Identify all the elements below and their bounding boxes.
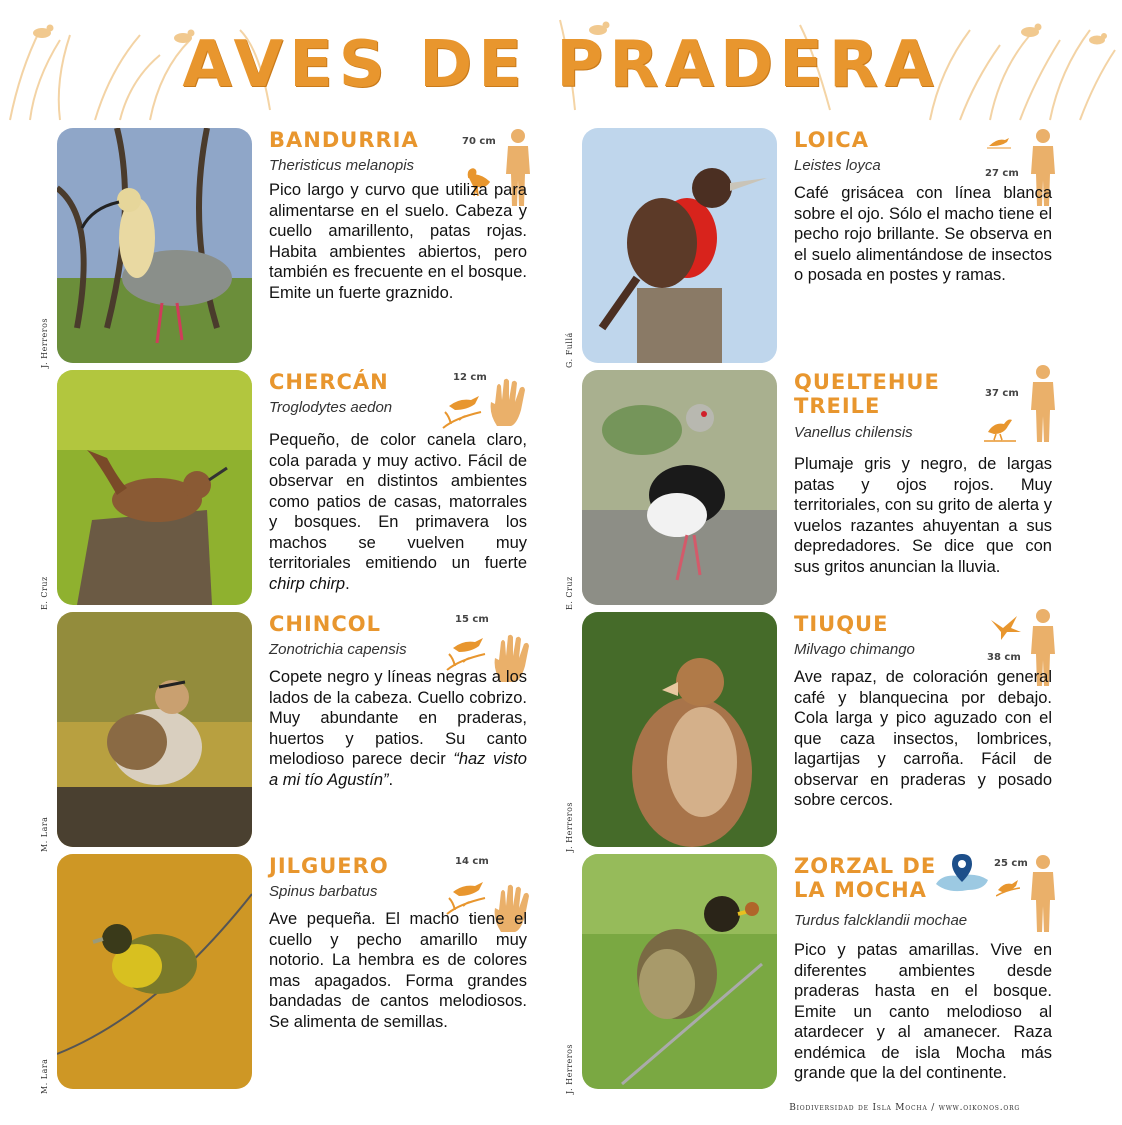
bird-card-loica: [565, 128, 1102, 368]
bird-photo-loica: [582, 128, 777, 363]
page-title: AVES DE PRADERA: [182, 28, 940, 102]
bird-scientific-name: Spinus barbatus: [269, 883, 378, 900]
size-label: 27 cm: [985, 168, 1019, 179]
bird-description: Café grisácea con línea blanca sobre el ojo. Sólo el macho tiene el pecho rojo brillante. Se observa en el suelo alimentándose de insectos o posada en postes y ramas.: [794, 184, 1052, 284]
bird-name: CHINCOL: [269, 612, 382, 636]
person-icon: [1027, 854, 1059, 934]
bird-photo-bandurria: [57, 128, 252, 363]
bird-name-line-1: ZORZAL DE: [794, 854, 937, 878]
footer-credit: Biodiversidad de Isla Mocha / www.oikonos.org: [789, 1103, 1020, 1113]
bird-card-chincol: [40, 612, 577, 852]
map-pin-icon: [932, 850, 992, 900]
bird-description: Pico largo y curvo que utiliza para alimentarse en el suelo. Cabeza y cuello amarillento, patas rojas. Habita ambientes abiertos, pero también es frecuente en el bosque. Emite un fuerte graznido.: [269, 181, 527, 302]
bird-scientific-name: Theristicus melanopis: [269, 157, 415, 174]
bird-photo-tiuque: [582, 612, 777, 847]
bird-description: Pequeño, de color canela claro, cola parada y muy activo. Fácil de observar en distintos ambientes como patios de casas, matorrales y bosques. En primavera los machos se vuelven muy territoriales emitiendo un fuerte chirp chirp.: [269, 431, 527, 593]
size-label: 70 cm: [462, 136, 496, 147]
size-label: 37 cm: [985, 388, 1019, 399]
size-label: 15 cm: [455, 614, 489, 625]
bird-description: Ave pequeña. El macho tiene el cuello y pecho amarillo muy notorio. La hembra es de colores mas apagados. Forma grandes bandadas de cantos melodiosos. Se alimenta de semillas.: [269, 910, 527, 1031]
photo-credit: E. Cruz: [565, 576, 574, 610]
bird-photo-jilguero: [57, 854, 252, 1089]
bird-description: Copete negro y líneas negras a los lados de la cabeza. Cuello cobrizo. Muy abundante en praderas, huertos y patios. Su canto melodioso parece decir “haz visto a mi tío Agustín”.: [269, 668, 527, 789]
person-icon: [1027, 364, 1059, 444]
bird-scientific-name: Leistes loyca: [794, 157, 881, 174]
bird-on-branch-icon: [441, 390, 485, 430]
photo-credit: J. Herreros: [565, 801, 574, 852]
photo-credit: G. Fullá: [565, 332, 574, 368]
photo-credit: J. Herreros: [565, 1043, 574, 1094]
bird-card-jilguero: [40, 854, 577, 1094]
bird-scientific-name: Turdus falcklandii mochae: [794, 912, 968, 929]
bird-card-bandurria: [40, 128, 577, 368]
size-label: 12 cm: [453, 372, 487, 383]
bird-scientific-name: Vanellus chilensis: [794, 424, 913, 441]
bird-name-line-1: QUELTEHUE: [794, 370, 940, 394]
lapwing-silhouette-icon: [982, 414, 1018, 442]
bird-scientific-name: Milvago chimango: [794, 641, 915, 658]
bird-photo-chincol: [57, 612, 252, 847]
bird-photo-queltehue: [582, 370, 777, 605]
bird-photo-zorzal: [582, 854, 777, 1089]
bird-silhouette-icon: [987, 134, 1011, 150]
bird-card-queltehue: [565, 370, 1102, 610]
bird-card-tiuque: [565, 612, 1102, 852]
thrush-silhouette-icon: [996, 876, 1020, 898]
photo-credit: J. Herreros: [40, 317, 49, 368]
bird-card-zorzal: [565, 854, 1102, 1094]
photo-credit: M. Lara: [40, 1058, 49, 1094]
bird-description: Pico y patas amarillas. Vive en diferentes ambientes desde praderas hasta en el bosque. Emite un canto melodioso al atardecer y al amanecer. Raza endémica de isla Mocha más grande que la del continente.: [794, 941, 1052, 1082]
size-label: 38 cm: [987, 652, 1021, 663]
bird-photo-chercan: [57, 370, 252, 605]
bird-scientific-name: Zonotrichia capensis: [269, 641, 407, 658]
photo-credit: M. Lara: [40, 816, 49, 852]
bird-name: BANDURRIA: [269, 128, 419, 152]
hand-icon: [487, 378, 531, 428]
bird-name: CHERCÁN: [269, 370, 389, 394]
bird-name: LOICA: [794, 128, 869, 152]
bird-name-line-2: LA MOCHA: [794, 878, 927, 902]
size-label: 14 cm: [455, 856, 489, 867]
bird-card-chercan: [40, 370, 577, 610]
bird-name: JILGUERO: [269, 854, 389, 878]
photo-credit: E. Cruz: [40, 576, 49, 610]
size-label: 25 cm: [994, 858, 1028, 869]
bird-description: Ave rapaz, de coloración general café y blanquecina por debajo. Cola larga y pico aguzado con el que caza insectos, lombrices, lagartijas y carroña. Fácil de observar en praderas y posado sobre cercos.: [794, 668, 1052, 809]
bird-description: Plumaje gris y negro, de largas patas y ojos rojos. Muy territoriales, con su grito de alerta y vuelos razantes ahuyentan a sus depredadores. Se dice que con sus gritos anuncian la lluvia.: [794, 455, 1052, 576]
raptor-silhouette-icon: [987, 614, 1023, 642]
bird-name-line-2: TREILE: [794, 394, 881, 418]
bird-name: TIUQUE: [794, 612, 889, 636]
bird-on-branch-icon: [445, 632, 489, 672]
bird-scientific-name: Troglodytes aedon: [269, 399, 393, 416]
